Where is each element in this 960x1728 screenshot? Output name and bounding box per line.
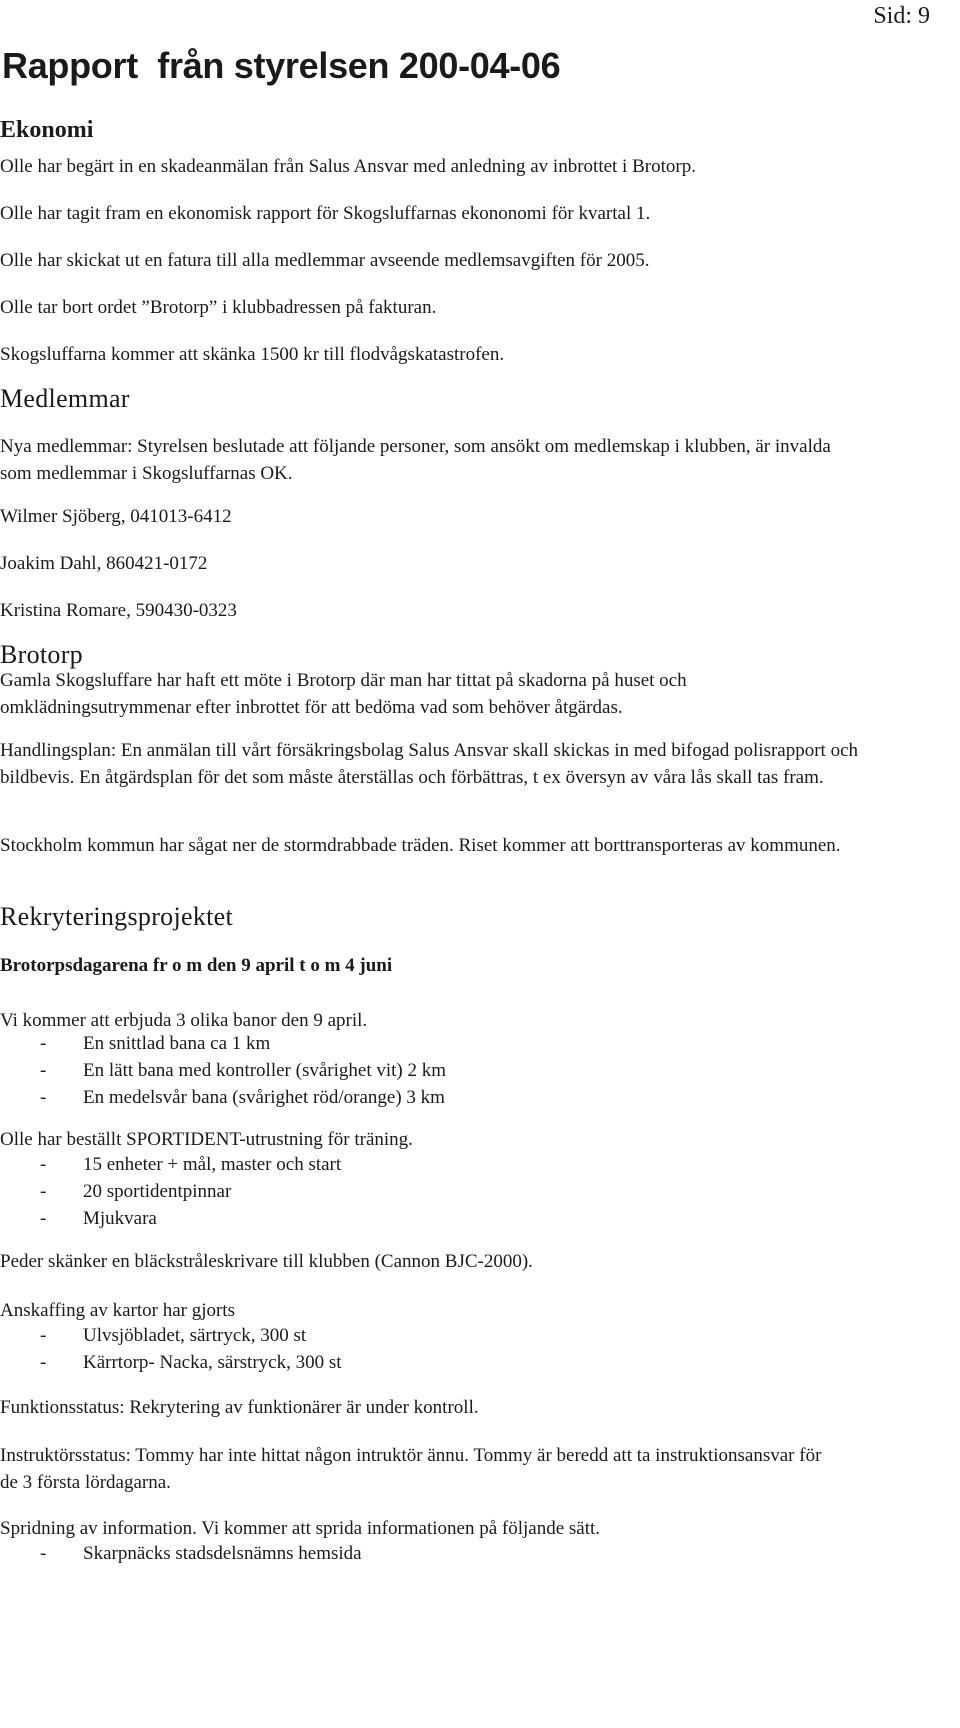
funktion-line: Funktionsstatus: Rekrytering av funktionärer är under kontroll. bbox=[0, 1397, 479, 1418]
section-heading-ekonomi: Ekonomi bbox=[0, 117, 94, 143]
instruktor-line: Instruktörsstatus: Tommy har inte hittat någon intruktör ännu. Tommy är beredd att ta instruktionsansvar för de 3 första lördagarna. bbox=[0, 1445, 822, 1493]
section-heading-rekrytering: Rekryteringsprojektet bbox=[0, 902, 234, 931]
member-entry: Wilmer Sjöberg, 041013-6412 bbox=[0, 506, 232, 527]
list-item: - 15 enheter + mål, master och start bbox=[40, 1154, 342, 1175]
ekonomi-line: Olle tar bort ordet ”Brotorp” i klubbadressen på fakturan. bbox=[0, 297, 437, 318]
list-item: - Kärrtorp- Nacka, särstryck, 300 st bbox=[40, 1352, 342, 1373]
spridning-list bbox=[0, 1540, 362, 1567]
section-heading-brotorp: Brotorp bbox=[0, 640, 83, 669]
list-item: - En medelsvår bana (svårighet röd/orange) 3 km bbox=[40, 1087, 445, 1108]
list-item: - 20 sportidentpinnar bbox=[40, 1181, 232, 1202]
banor-intro: Vi kommer att erbjuda 3 olika banor den 9 april. bbox=[0, 1010, 368, 1031]
section-heading-medlemmar: Medlemmar bbox=[0, 384, 130, 413]
kartor-intro: Anskaffing av kartor har gjorts bbox=[0, 1300, 235, 1321]
page-title: Rapport från styrelsen 200-04-06 bbox=[2, 45, 561, 86]
member-entry: Joakim Dahl, 860421-0172 bbox=[0, 553, 208, 574]
ekonomi-line: Olle har tagit fram en ekonomisk rapport för Skogsluffarnas ekononomi för kvartal 1. bbox=[0, 203, 651, 224]
ekonomi-line: Olle har skickat ut en fatura till alla medlemmar avseende medlemsavgiften för 2005. bbox=[0, 250, 650, 271]
medlemmar-intro: Nya medlemmar: Styrelsen beslutade att följande personer, som ansökt om medlemskap i klubben, är invalda som medlemmar i Skogsluffarnas OK. bbox=[0, 436, 831, 484]
ekonomi-line: Olle har begärt in en skadeanmälan från Salus Ansvar med anledning av inbrottet i Brotorp. bbox=[0, 156, 696, 177]
ekonomi-line: Skogsluffarna kommer att skänka 1500 kr till flodvågskatastrofen. bbox=[0, 344, 505, 365]
brotorp-paragraph: Gamla Skogsluffare har haft ett möte i Brotorp där man har tittat på skadorna på huset och omklädningsutrymmenar efter inbrottet för att bedöma vad som behöver åtgärdas. bbox=[0, 670, 687, 718]
rekrytering-subheading: Brotorpsdagarena fr o m den 9 april t o m 4 juni bbox=[0, 955, 393, 976]
list-item: - Mjukvara bbox=[40, 1208, 157, 1229]
banor-list bbox=[0, 1030, 446, 1111]
list-item: - En lätt bana med kontroller (svårighet vit) 2 km bbox=[40, 1060, 447, 1081]
spridning-intro: Spridning av information. Vi kommer att sprida informationen på följande sätt. bbox=[0, 1518, 601, 1539]
list-item: - Ulvsjöbladet, särtryck, 300 st bbox=[40, 1325, 307, 1346]
brotorp-paragraph: Handlingsplan: En anmälan till vårt försäkringsbolag Salus Ansvar skall skickas in med bifogad polisrapport och bildbevis. En åtgärdsplan för det som måste återställas och förbättras, t ex översyn av våra lås skall tas fram. bbox=[0, 740, 859, 788]
page-number: Sid: 9 bbox=[873, 3, 930, 29]
sportident-list bbox=[0, 1151, 341, 1232]
member-entry: Kristina Romare, 590430-0323 bbox=[0, 600, 237, 621]
skrivare-line: Peder skänker en bläckstråleskrivare till klubben (Cannon BJC-2000). bbox=[0, 1251, 533, 1272]
list-item: - Skarpnäcks stadsdelsnämns hemsida bbox=[40, 1543, 362, 1564]
brotorp-paragraph: Stockholm kommun har sågat ner de stormdrabbade träden. Riset kommer att borttransporteras av kommunen. bbox=[0, 835, 841, 856]
sportident-intro: Olle har beställt SPORTIDENT-utrustning för träning. bbox=[0, 1129, 413, 1150]
kartor-list bbox=[0, 1322, 342, 1376]
list-item: - En snittlad bana ca 1 km bbox=[40, 1033, 271, 1054]
